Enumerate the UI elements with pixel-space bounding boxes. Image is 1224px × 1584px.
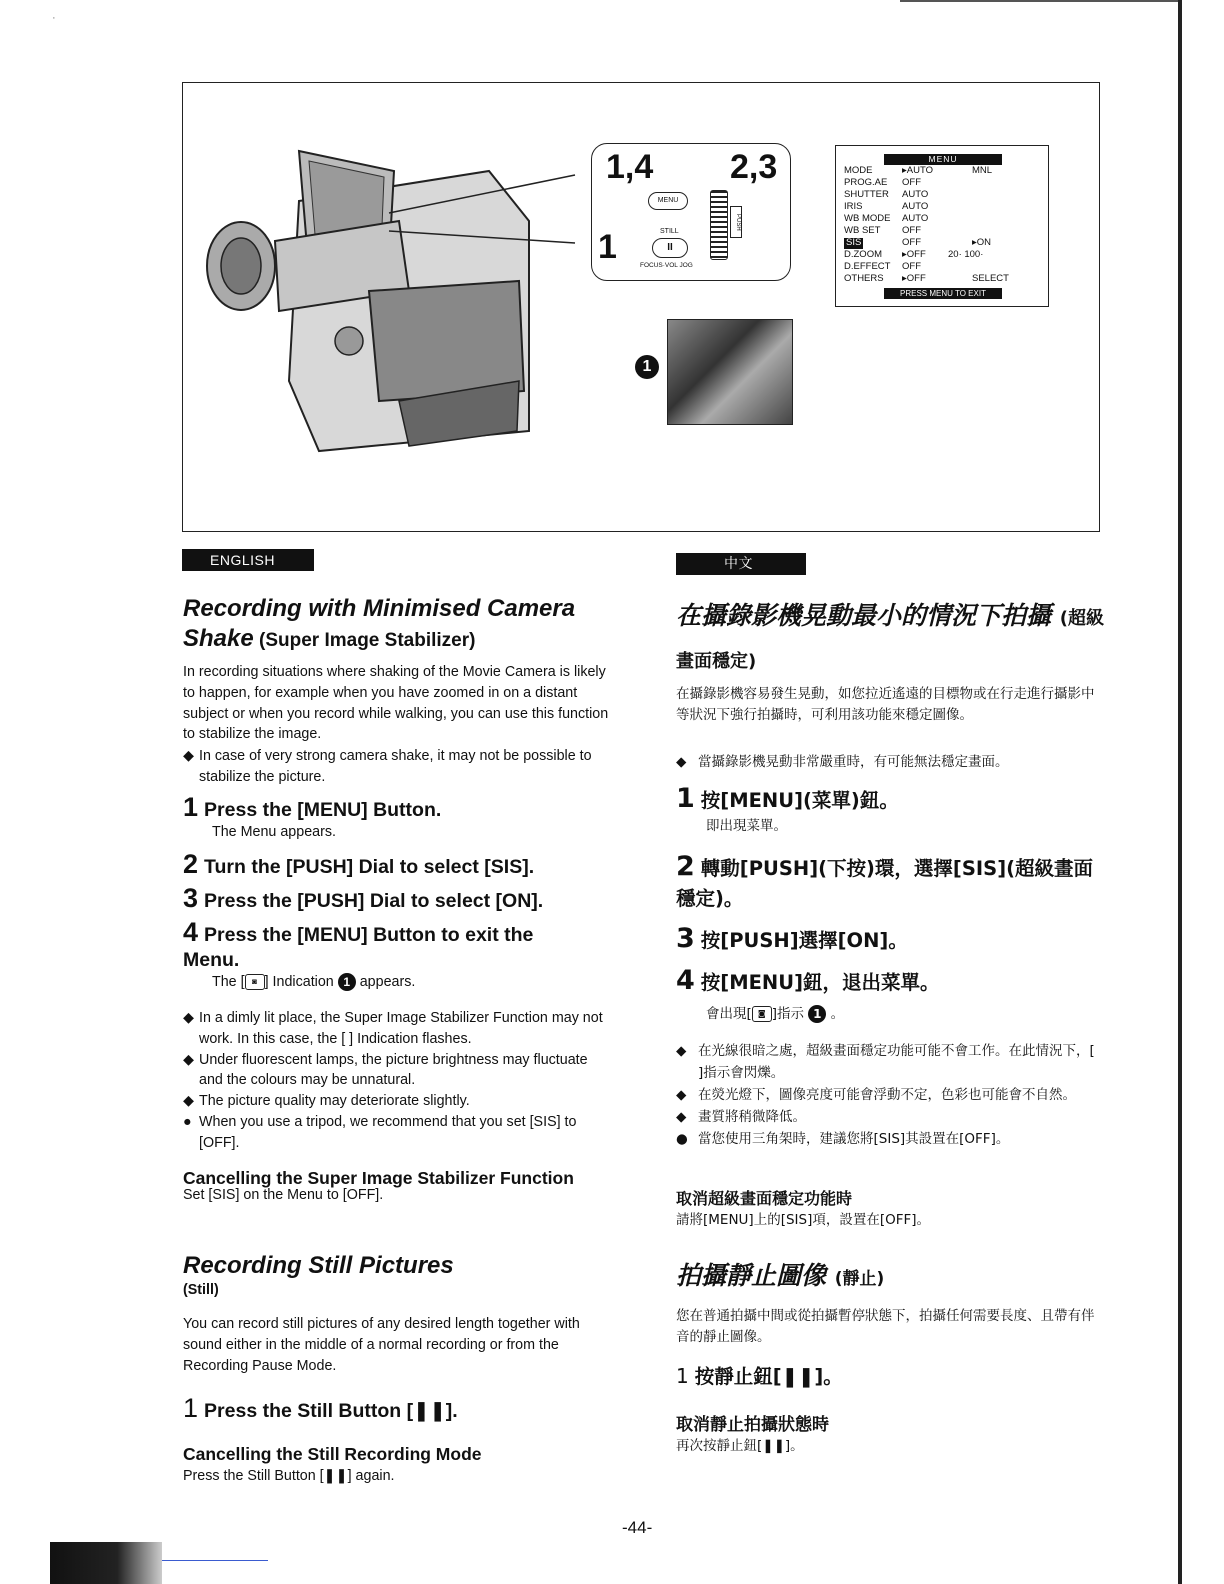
menu-button-drawing: MENU	[648, 192, 688, 210]
push-dial-drawing	[710, 190, 728, 260]
menu-row-value: AUTO	[902, 189, 929, 200]
menu-row-value: OFF	[902, 225, 921, 236]
chinese-still-cancel-text: 再次按靜止鈕[❚❚]。	[676, 1438, 804, 1454]
chinese-step-1: 1 按[MENU](菜單)鈕。	[676, 783, 899, 814]
english-cancel-heading: Cancelling the Super Image Stabilizer Function	[183, 1168, 574, 1188]
viewfinder-thumbnail	[667, 319, 793, 425]
bullet-icon: ◆	[676, 1087, 687, 1103]
english-cancel-text: Set [SIS] on the Menu to [OFF].	[183, 1187, 384, 1203]
menu-screen-footer: PRESS MENU TO EXIT	[884, 288, 1002, 299]
chinese-step-4-desc: 會出現[ ◙ ]指示 1 。	[706, 1006, 845, 1022]
chinese-intro: 在攝錄影機容易發生晃動，如您拉近遙遠的目標物或在行走進行攝影中等狀況下強行拍攝時，可利用該功能來穩定圖像。	[676, 686, 1095, 723]
menu-row-value: ▸OFF	[902, 273, 926, 284]
note-item: ◆ Under fluorescent lamps, the picture brightness may fluctuate and the colours may be unnatural.	[183, 1051, 588, 1089]
indicator-callout: 1	[635, 355, 659, 379]
menu-row-value: ▸OFF	[902, 249, 926, 260]
push-label: PUSH	[730, 206, 742, 238]
callout-step-a: 1,4	[606, 148, 654, 186]
menu-row-name: WB SET	[844, 225, 881, 236]
bullet-icon: ●	[676, 1131, 688, 1147]
chinese-notes	[676, 1040, 1104, 1150]
sis-indicator-icon-zh: ◙	[752, 1006, 772, 1022]
menu-row-extra: MNL	[972, 165, 993, 176]
menu-row-value: AUTO	[902, 201, 929, 212]
menu-row-extra: SELECT	[972, 273, 1009, 284]
menu-row-name: D.EFFECT	[844, 261, 891, 272]
menu-row	[844, 190, 1044, 201]
still-label: STILL	[660, 228, 679, 235]
menu-row-name: PROG.AE	[844, 177, 888, 188]
bullet-icon: ◆	[183, 1010, 194, 1026]
menu-row-value: ▸AUTO	[902, 165, 933, 176]
illustration-frame	[182, 82, 1100, 532]
menu-row-name: IRIS	[844, 201, 863, 212]
scan-corner-line	[162, 1560, 268, 1561]
menu-row-name: MODE	[844, 165, 873, 176]
menu-row	[844, 262, 1044, 273]
callout-step-b: 2,3	[730, 148, 778, 186]
chinese-still-step: 1 按靜止鈕[❚❚]。	[676, 1364, 843, 1388]
indicator-number-icon: 1	[338, 973, 356, 991]
chinese-still-cancel-heading: 取消靜止拍攝狀態時	[676, 1415, 829, 1435]
english-step-1-desc: The Menu appears.	[212, 824, 336, 840]
english-still-title: Recording Still Pictures	[183, 1252, 454, 1279]
page-edge-bar	[1178, 0, 1182, 1584]
indicator-number-icon-zh: 1	[808, 1005, 826, 1023]
menu-row	[844, 202, 1044, 213]
english-step-2: 2 Turn the [PUSH] Dial to select [SIS].	[183, 849, 535, 879]
chinese-still-intro: 您在普通拍攝中間或從拍攝暫停狀態下，拍攝任何需要長度、且帶有伴音的靜止圖像。	[676, 1308, 1095, 1345]
english-still-sub: (Still)	[183, 1282, 219, 1298]
english-step-4-desc: The [ ◙ ] Indication 1 appears.	[212, 974, 416, 990]
menu-row-extra: ▸ON	[972, 237, 992, 248]
callout-step-c: 1	[598, 228, 617, 266]
note-item: ◆ 畫質將稍微降低。	[676, 1106, 1104, 1128]
menu-row	[844, 274, 1044, 285]
english-title: Recording with Minimised Camera Shake (Super Image Stabilizer)	[183, 595, 576, 652]
note-item: ● When you use a tripod, we recommend that you set [SIS] to [OFF].	[183, 1113, 577, 1151]
chinese-step-4: 4 按[MENU]鈕，退出菜單。	[676, 965, 940, 996]
menu-row	[844, 166, 1044, 177]
menu-row	[844, 214, 1044, 225]
english-intro: In recording situations where shaking of the Movie Camera is likely to happen, for example when you have zoomed in on a distant subject or when you record while walking, you can use this function to stabilize the image.	[183, 664, 609, 743]
menu-row-name: D.ZOOM	[844, 249, 882, 260]
menu-row-extra: 20· 100·	[948, 249, 984, 260]
menu-row	[844, 238, 1044, 249]
english-notes	[183, 1008, 613, 1154]
chinese-intro-note: ◆ 當攝錄影機晃動非常嚴重時，有可能無法穩定畫面。	[676, 754, 1009, 770]
note-item: ◆ 在熒光燈下，圖像亮度可能會浮動不定，色彩也可能會不自然。	[676, 1084, 1104, 1106]
page-number: -44-	[622, 1518, 653, 1537]
english-tab: ENGLISH	[182, 549, 314, 571]
menu-row-value: OFF	[902, 237, 921, 248]
bullet-icon: ●	[183, 1113, 192, 1130]
english-intro-note: ◆ In case of very strong camera shake, it may not be possible to stabilize the picture.	[183, 748, 592, 785]
english-still-cancel-heading: Cancelling the Still Recording Mode	[183, 1444, 482, 1464]
menu-row-name: SIS	[846, 237, 862, 248]
menu-row-name: SHUTTER	[844, 189, 889, 200]
bullet-icon: ◆	[676, 1109, 687, 1125]
camcorder-illustration	[199, 131, 639, 461]
menu-row-value: AUTO	[902, 213, 929, 224]
menu-row-value: OFF	[902, 261, 921, 272]
bullet-icon: ◆	[676, 1043, 687, 1059]
chinese-cancel-text: 請將[MENU]上的[SIS]項，設置在[OFF]。	[676, 1212, 931, 1228]
bullet-icon: ◆	[183, 1093, 194, 1110]
scan-corner-mark	[50, 1542, 162, 1584]
bullet-icon: ◆	[183, 1051, 194, 1068]
menu-row-name: OTHERS	[844, 273, 884, 284]
note-item: ◆ The picture quality may deteriorate slightly.	[183, 1091, 613, 1112]
chinese-step-2: 2 轉動[PUSH](下按)環，選擇[SIS](超級畫面穩定)。	[676, 851, 1094, 910]
chinese-title: 在攝錄影機晃動最小的情況下拍攝 (超級畫面穩定)	[676, 601, 1104, 672]
menu-row	[844, 250, 1044, 261]
menu-row	[844, 226, 1044, 237]
menu-row-value: OFF	[902, 177, 921, 188]
focus-vol-jog-label: FOCUS·VOL JOG	[640, 262, 693, 269]
menu-row-name: WB MODE	[844, 213, 891, 224]
still-button-drawing: II	[652, 238, 688, 258]
english-step-1: 1 Press the [MENU] Button.	[183, 792, 442, 822]
english-still-cancel-text: Press the Still Button [❚❚] again.	[183, 1468, 395, 1484]
top-rule	[900, 0, 1182, 2]
english-still-step: 1 Press the Still Button [❚❚].	[183, 1393, 458, 1423]
chinese-still-title: 拍攝靜止圖像 (靜止)	[676, 1261, 885, 1290]
english-step-4: 4 Press the [MENU] Button to exit the Menu.	[183, 917, 534, 971]
note-item: ◆ 在光線很暗之處，超級畫面穩定功能可能不會工作。在此情況下，[ ]指示會閃爍。	[676, 1040, 1104, 1084]
english-still-intro: You can record still pictures of any desired length together with sound either in the middle of a normal recording or from the Recording Pause Mode.	[183, 1316, 580, 1374]
control-callout	[591, 143, 791, 281]
note-item: ● 當您使用三角架時，建議您將[SIS]其設置在[OFF]。	[676, 1128, 1104, 1150]
english-step-3: 3 Press the [PUSH] Dial to select [ON].	[183, 883, 544, 913]
chinese-step-1-desc: 即出現菜單。	[706, 818, 787, 834]
chinese-tab: 中文	[676, 553, 806, 575]
scan-speck: ·	[52, 12, 56, 24]
note-item: ◆ In a dimly lit place, the Super Image Stabilizer Function may not work. In this case, the [ ] Indication flashes.	[183, 1010, 603, 1047]
chinese-cancel-heading: 取消超級畫面穩定功能時	[676, 1189, 853, 1208]
menu-row	[844, 178, 1044, 189]
menu-screen	[835, 145, 1049, 307]
menu-screen-title: MENU	[884, 154, 1002, 165]
chinese-step-3: 3 按[PUSH]選擇[ON]。	[676, 923, 908, 954]
sis-indicator-icon: ◙	[245, 974, 265, 990]
